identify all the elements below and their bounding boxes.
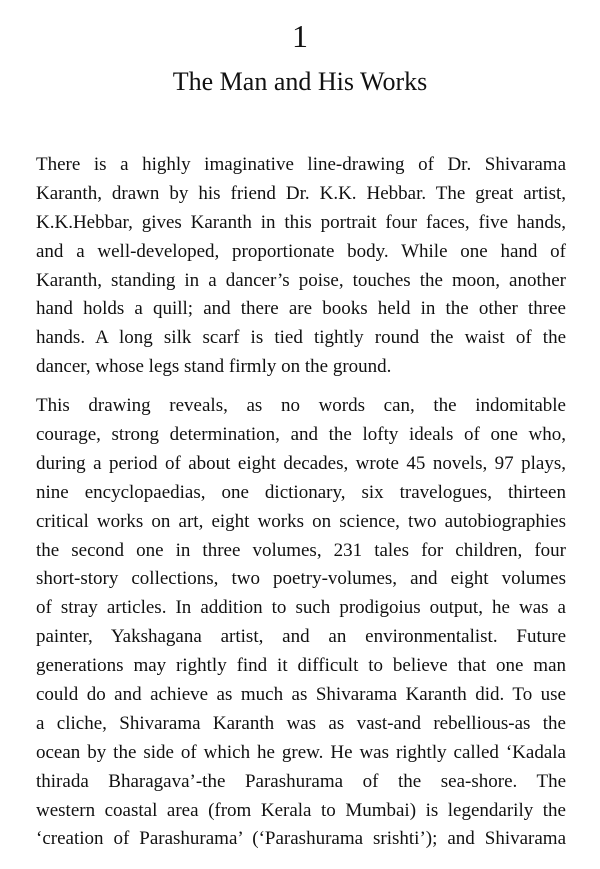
text-line: thirada Bharagava’-the Parashurama of the sea-shore. The [36, 770, 566, 792]
text-line: Karanth, standing in a dancer’s poise, touches the moon, another [36, 269, 566, 291]
paragraph-spacer [36, 382, 566, 392]
text-line: hands. A long silk scarf is tied tightly round the waist of the [36, 327, 566, 349]
text-line: There is a highly imaginative line-drawing of Dr. Shivarama [36, 154, 566, 175]
text-line: during a period of about eight decades, wrote 45 novels, 97 plays, [36, 452, 566, 474]
text-line: painter, Yakshagana artist, and an environmentalist. Future [36, 626, 566, 648]
chapter-number: 1 [292, 18, 308, 54]
text-line: the second one in three volumes, 231 tales for children, four [36, 539, 566, 561]
text-line: a cliche, Shivarama Karanth was as vast-and rebellious-as the [36, 712, 566, 734]
text-line: could do and achieve as much as Shivarama Karanth did. To use [36, 684, 566, 706]
text-line: nine encyclopaedias, one dictionary, six travelogues, thirteen [36, 481, 566, 503]
text-line: K.K.Hebbar, gives Karanth in this portrait four faces, five hands, [36, 211, 566, 233]
text-line: generations may rightly find it difficult to believe that one man [36, 655, 566, 677]
text-line: western coastal area (from Kerala to Mumbai) is legendarily the [36, 799, 566, 821]
text-line: of stray articles. In addition to such prodigoius output, he was a [36, 597, 566, 619]
body-text [36, 151, 566, 854]
text-line: hand holds a quill; and there are books held in the other three [36, 298, 566, 320]
text-line: courage, strong determination, and the lofty ideals of one who, [36, 424, 566, 446]
text-line: ocean by the side of which he grew. He was rightly called ‘Kadala [36, 741, 566, 763]
text-line: ‘creation of Parashurama’ (‘Parashurama srishti’); and Shivarama [36, 828, 566, 850]
text-line: dancer, whose legs stand firmly on the ground. [36, 356, 392, 378]
text-line: Karanth, drawn by his friend Dr. K.K. Hebbar. The great artist, [36, 182, 566, 204]
chapter-title: The Man and His Works [172, 67, 428, 96]
text-line: and a well-developed, proportionate body. While one hand of [36, 240, 566, 262]
text-line: This drawing reveals, as no words can, the indomitable [36, 395, 566, 417]
paragraph-2 [36, 392, 566, 854]
paragraph-1 [36, 151, 566, 382]
text-line: critical works on art, eight works on science, two autobiographies [36, 510, 566, 532]
text-line: short-story collections, two poetry-volumes, and eight volumes [36, 568, 566, 590]
